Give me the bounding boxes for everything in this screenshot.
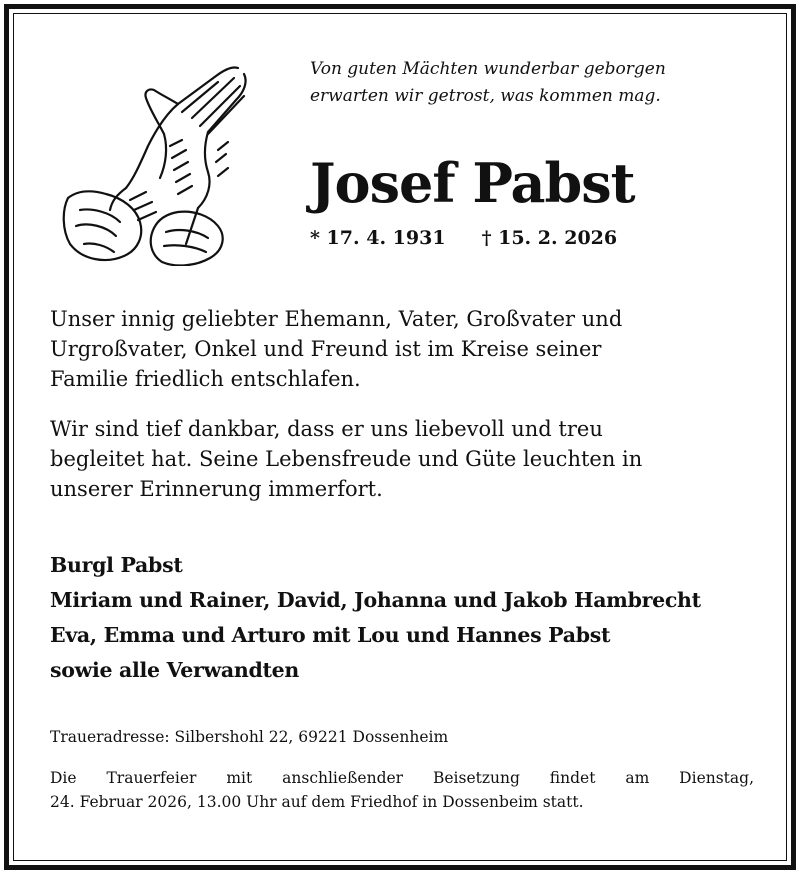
birth-date: * 17. 4. 1931 (310, 227, 446, 249)
funeral-notice (50, 766, 754, 814)
funeral-notice-line-1: Die Trauerfeier mit anschließender Beisetzung findet am Dienstag, (50, 769, 754, 787)
mourner: sowie alle Verwandten (50, 658, 300, 682)
mourner: Burgl Pabst (50, 553, 183, 577)
death-date: † 15. 2. 2026 (481, 227, 618, 249)
text-line: Unser innig geliebter Ehemann, Vater, Großvater und (50, 307, 623, 331)
deceased-name: Josef Pabst (310, 151, 635, 215)
life-dates (310, 225, 617, 251)
obituary-paragraph-2 (50, 414, 750, 504)
praying-hands-icon (58, 60, 254, 266)
motto-line-1: Von guten Mächten wunderbar geborgen (310, 59, 666, 79)
text-line: Wir sind tief dankbar, dass er uns liebevoll und treu (50, 417, 603, 441)
mourner: Eva, Emma und Arturo mit Lou und Hannes Pabst (50, 623, 611, 647)
mourners-list (50, 548, 770, 688)
motto-line-2: erwarten wir getrost, was kommen mag. (310, 86, 661, 106)
obituary-paragraph-1 (50, 304, 750, 394)
text-line: Urgroßvater, Onkel und Freund ist im Kreise seiner (50, 337, 602, 361)
text-line: begleitet hat. Seine Lebensfreude und Güte leuchten in (50, 447, 643, 471)
motto (310, 56, 750, 110)
funeral-notice-line-2: 24. Februar 2026, 13.00 Uhr auf dem Friedhof in Dossenbeim statt. (50, 793, 584, 811)
text-line: Familie friedlich entschlafen. (50, 367, 361, 391)
text-line: unserer Erinnerung immerfort. (50, 477, 383, 501)
mourner: Miriam und Rainer, David, Johanna und Jakob Hambrecht (50, 588, 701, 612)
mourning-address: Traueradresse: Silbershohl 22, 69221 Dossenheim (50, 728, 449, 746)
